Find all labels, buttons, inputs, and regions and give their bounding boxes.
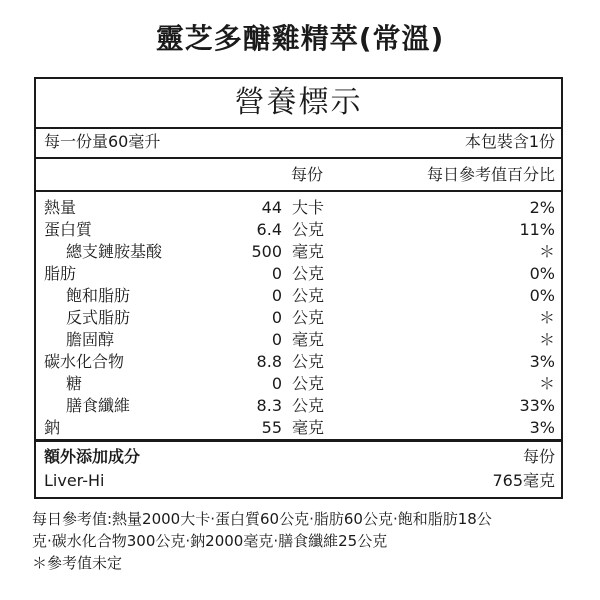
- nutrient-daily-percent: 11%: [519, 220, 555, 239]
- nutrient-amount: 0: [271, 330, 282, 349]
- nutrient-amount: 55: [261, 418, 282, 437]
- nutrition-facts-panel: [34, 77, 563, 499]
- col-daily-percent: 每日參考值百分比: [426, 165, 555, 184]
- nutrient-daily-percent: 2%: [529, 198, 555, 217]
- nutrient-daily-percent: 3%: [529, 352, 555, 371]
- nutrient-unit: 公克: [292, 374, 325, 393]
- nutrient-daily-percent: ＊: [538, 308, 555, 327]
- nutrient-unit: 毫克: [292, 242, 325, 261]
- nutrient-name: 碳水化合物: [44, 352, 125, 371]
- divider: [36, 439, 561, 442]
- nutrient-amount: 6.4: [256, 220, 282, 239]
- extra-col-per-serving: 每份: [522, 447, 555, 466]
- serving-size: 每一份量60毫升: [44, 132, 161, 151]
- nutrient-name: 脂肪: [44, 264, 77, 283]
- extra-ingredient-amount: 765毫克: [492, 471, 555, 490]
- nutrient-amount: 0: [271, 286, 282, 305]
- nutrient-unit: 公克: [292, 308, 325, 327]
- nutrient-amount: 8.3: [256, 396, 282, 415]
- nutrient-name: 膽固醇: [66, 330, 115, 349]
- nutrient-amount: 8.8: [256, 352, 282, 371]
- nutrient-name: 膳食纖維: [66, 396, 131, 415]
- nutrient-unit: 公克: [292, 220, 325, 239]
- nutrient-amount: 0: [271, 374, 282, 393]
- nutrient-amount: 0: [271, 308, 282, 327]
- nutrient-daily-percent: 33%: [519, 396, 555, 415]
- nutrient-name: 飽和脂肪: [66, 286, 131, 305]
- extra-ingredients-heading: 額外添加成分: [44, 447, 141, 466]
- nutrition-heading: 營養標示: [234, 85, 363, 120]
- nutrient-unit: 公克: [292, 352, 325, 371]
- footnote-line: 每日參考值:熱量2000大卡‧蛋白質60公克‧脂肪60公克‧飽和脂肪18公: [32, 510, 492, 528]
- nutrient-amount: 44: [261, 198, 282, 217]
- nutrient-name: 熱量: [44, 198, 77, 217]
- nutrient-daily-percent: ＊: [538, 374, 555, 393]
- divider: [36, 127, 561, 129]
- nutrient-unit: 公克: [292, 264, 325, 283]
- nutrient-daily-percent: ＊: [538, 242, 555, 261]
- nutrient-unit: 公克: [292, 286, 325, 305]
- nutrient-unit: 毫克: [292, 418, 325, 437]
- nutrient-daily-percent: 0%: [529, 286, 555, 305]
- product-title: 靈芝多醣雞精萃(常溫): [155, 22, 445, 55]
- nutrient-daily-percent: 3%: [529, 418, 555, 437]
- nutrient-amount: 0: [271, 264, 282, 283]
- nutrient-name: 蛋白質: [44, 220, 93, 239]
- nutrient-name: 鈉: [44, 418, 61, 437]
- extra-ingredient-name: Liver-Hi: [44, 471, 105, 490]
- nutrient-daily-percent: 0%: [529, 264, 555, 283]
- nutrient-name: 總支鏈胺基酸: [66, 242, 163, 261]
- nutrient-unit: 大卡: [292, 198, 325, 217]
- divider: [36, 157, 561, 159]
- nutrient-unit: 公克: [292, 396, 325, 415]
- col-per-serving: 每份: [290, 165, 323, 184]
- nutrient-unit: 毫克: [292, 330, 325, 349]
- divider: [36, 190, 561, 192]
- footnote-line: 克‧碳水化合物300公克‧鈉2000毫克‧膳食纖維25公克: [32, 532, 388, 550]
- footnote-line: ＊參考值未定: [32, 554, 123, 572]
- nutrient-daily-percent: ＊: [538, 330, 555, 349]
- nutrient-amount: 500: [251, 242, 282, 261]
- nutrient-name: 反式脂肪: [66, 308, 131, 327]
- servings-per-pack: 本包裝含1份: [464, 132, 555, 151]
- nutrient-name: 糖: [66, 374, 83, 393]
